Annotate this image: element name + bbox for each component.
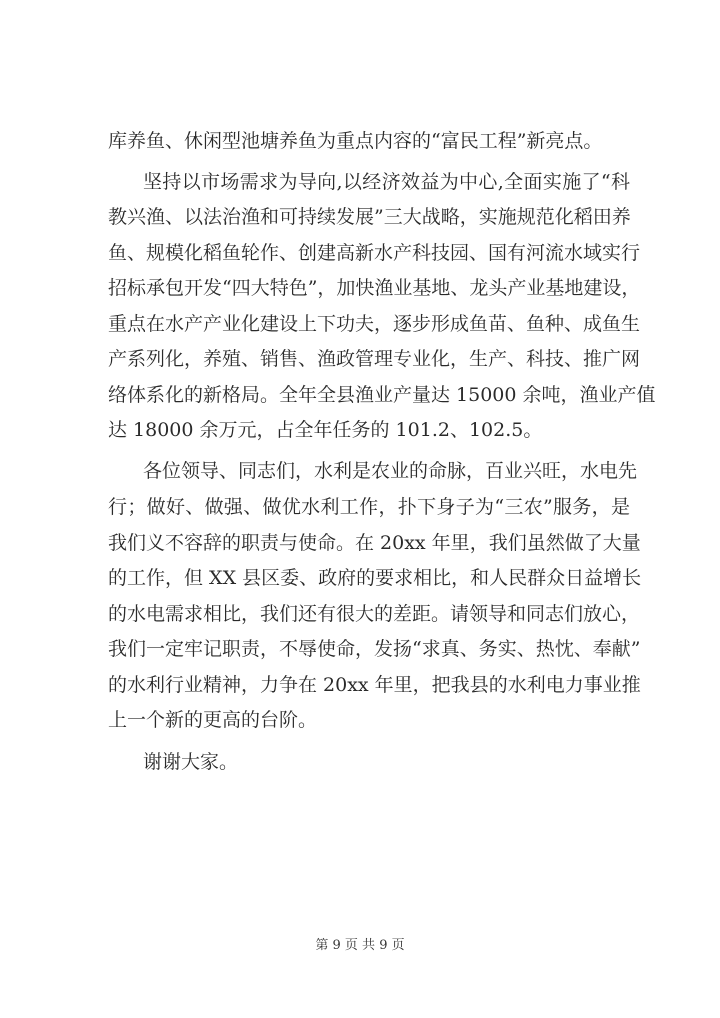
- paragraph-line: 的工作，但 XX 县区委、政府的要求相比，和人民群众日益增长: [108, 567, 642, 589]
- paragraph-line: 络体系化的新格局。全年全县渔业产量达 15000 余吨，渔业产值: [108, 384, 656, 406]
- paragraph-line: 教兴渔、以法治渔和可持续发展”三大战略，实施规范化稻田养: [108, 206, 631, 228]
- paragraph-line: 谢谢大家。: [143, 751, 239, 773]
- paragraph-line: 重点在水产产业化建设上下功夫，逐步形成鱼苗、鱼种、成鱼生: [108, 313, 641, 335]
- paragraph-line: 我们义不容辞的职责与使命。在 20xx 年里，我们虽然做了大量: [108, 532, 641, 554]
- paragraph-line: 产系列化，养殖、销售、渔政管理专业化，生产、科技、推广网: [108, 348, 641, 370]
- paragraph-line: 招标承包开发“四大特色”，加快渔业基地、龙头产业基地建设，: [108, 277, 641, 299]
- page-number-footer: 第 9 页 共 9 页: [315, 938, 405, 953]
- paragraph-line: 我们一定牢记职责，不辱使命，发扬“求真、务实、热忱、奉献”: [108, 638, 641, 660]
- paragraph-line: 库养鱼、休闲型池塘养鱼为重点内容的“富民工程”新亮点。: [108, 130, 603, 152]
- paragraph-line: 行；做好、做强、做优水利工作，扑下身子为“三农”服务，是: [108, 496, 630, 518]
- paragraph-line: 达 18000 余万元，占全年任务的 101.2、102.5。: [108, 419, 543, 441]
- paragraph-line: 各位领导、同志们，水利是农业的命脉，百业兴旺，水电先: [143, 460, 638, 482]
- paragraph-line: 的水电需求相比，我们还有很大的差距。请领导和同志们放心，: [108, 603, 641, 625]
- paragraph-line: 坚持以市场需求为导向,以经济效益为中心,全面实施了“科: [143, 171, 630, 193]
- paragraph-line: 的水利行业精神，力争在 20xx 年里，把我县的水利电力事业推: [108, 674, 641, 696]
- paragraph-line: 鱼、规模化稻鱼轮作、创建高新水产科技园、国有河流水域实行: [108, 242, 641, 264]
- paragraph-line: 上一个新的更高的台阶。: [108, 709, 318, 731]
